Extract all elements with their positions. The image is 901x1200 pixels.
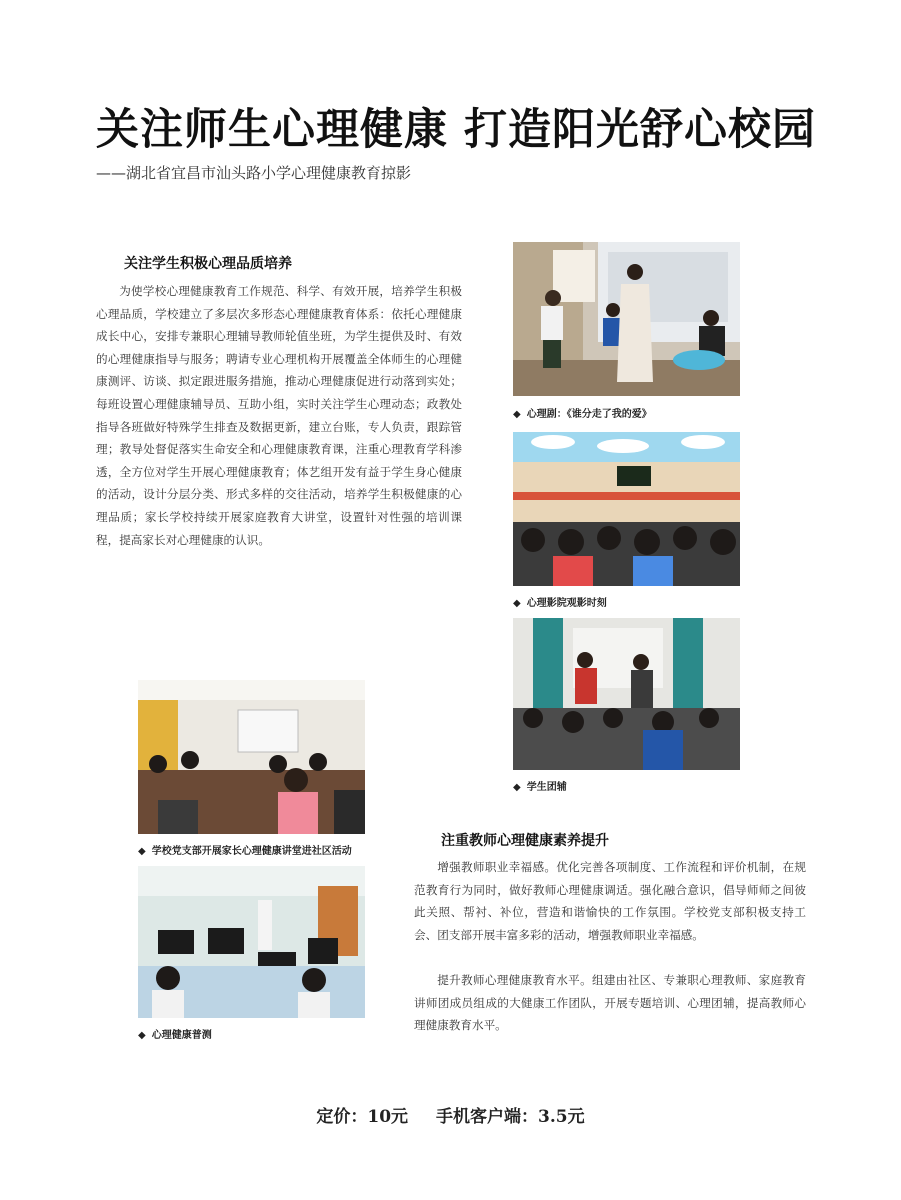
parent-lecture-photo <box>138 680 365 834</box>
group-counseling-caption-text: 学生团辅 <box>526 782 567 793</box>
section-paragraph-students: 为使学校心理健康教育工作规范、科学、有效开展，培养学生积极心理品质，学校建立了多层次多形态心理健康教育体系：依托心理健康成长中心，安排专兼职心理辅导教师轮值坐班，为学生提供及时、有效的心理健康指导与服务；聘请专业心理机构开展覆盖全体师生的心理健康测评、访谈、拟定跟进服务措施，推动心理健康促进行动落到实处；每班设置心理健康辅导员、互助小组，实时关注学生心理动态；政教处指导各班做好特殊学生排查及数据更新，建立台账，专人负责，跟踪管理；教导处督促落实生命安全和心理健康教育课，注重心理教育学科渗透，全方位对学生开展心理健康教育；体艺组开发有益于学生身心健康的活动，设计分层分类、形式多样的交往活动，培养学生积极健康的心理品质；家长学校持续开展家庭教育大讲堂，设置针对性强的培训课程，提高家长对心理健康的认识。 <box>96 284 462 547</box>
health-survey-caption <box>138 1026 212 1041</box>
section-heading-teachers: 注重教师心理健康素养提升 <box>441 833 609 849</box>
cinema-photo <box>513 432 740 586</box>
cinema-caption <box>513 594 607 609</box>
parent-lecture-caption <box>138 842 352 857</box>
section-paragraph-teachers-2: 提升教师心理健康教育水平。组建由社区、专兼职心理教师、家庭教育讲师团成员组成的大健康工作团队，开展专题培训、心理团辅，提高教师心理健康教育水平。 <box>414 973 806 1033</box>
diamond-bullet-icon: ◆ <box>513 409 521 420</box>
health-survey-photo <box>138 866 365 1018</box>
price-line <box>0 1102 901 1127</box>
health-survey-caption-text: 心理健康普测 <box>151 1030 212 1041</box>
page-title: 关注师生心理健康 打造阳光舒心校园 <box>96 105 816 155</box>
price: 定价：10元 <box>316 1107 409 1127</box>
mobile-price: 手机客户端：3.5元 <box>436 1107 585 1127</box>
psychodrama-photo <box>513 242 740 396</box>
diamond-bullet-icon: ◆ <box>513 598 521 609</box>
group-counseling-caption <box>513 778 567 793</box>
psychodrama-caption <box>513 405 652 420</box>
diamond-bullet-icon: ◆ <box>138 1030 146 1041</box>
group-counseling-photo <box>513 618 740 770</box>
page-subtitle: ——湖北省宜昌市汕头路小学心理健康教育掠影 <box>96 164 412 182</box>
section-paragraph-teachers-1: 增强教师职业幸福感。优化完善各项制度、工作流程和评价机制，在规范教育行为同时，做好教师心理健康调适。强化融合意识，倡导师师之间彼此关照、帮衬、补位，营造和谐愉快的工作氛围。学校党支部积极支持工会、团支部开展丰富多彩的活动，增强教师职业幸福感。 <box>414 860 806 942</box>
section-heading-students: 关注学生积极心理品质培养 <box>124 256 292 272</box>
diamond-bullet-icon: ◆ <box>513 782 521 793</box>
parent-lecture-caption-text: 学校党支部开展家长心理健康讲堂进社区活动 <box>151 846 352 857</box>
diamond-bullet-icon: ◆ <box>138 846 146 857</box>
cinema-caption-text: 心理影院观影时刻 <box>526 598 607 609</box>
psychodrama-caption-text: 心理剧：《谁分走了我的爱》 <box>526 409 652 420</box>
